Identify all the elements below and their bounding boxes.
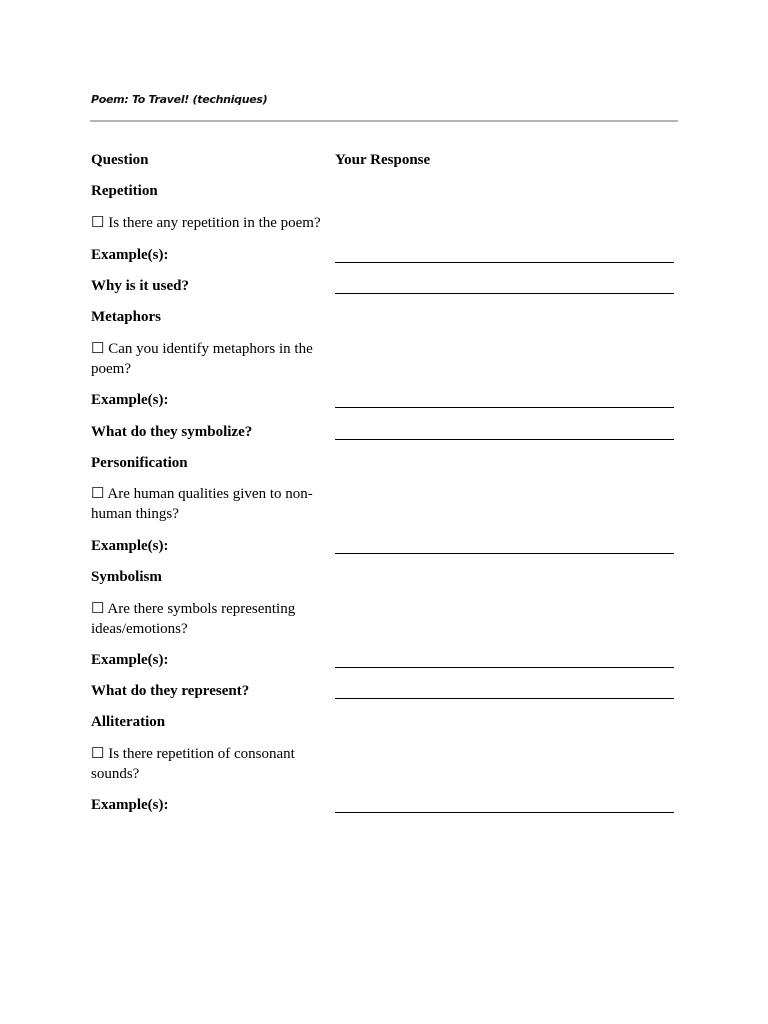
examples-label: Example(s):: [91, 538, 169, 554]
checkbox-question-symbolism[interactable]: ☐ Are there symbols representing ideas/emotions?: [91, 601, 296, 637]
response-line-repetition-examples[interactable]: [335, 262, 674, 263]
section-heading: Alliteration: [91, 714, 166, 730]
section-heading: Symbolism: [91, 569, 162, 585]
examples-label: Example(s):: [91, 797, 169, 813]
response-line-personification-examples[interactable]: [335, 553, 674, 554]
symbolize-label: What do they symbolize?: [91, 424, 253, 440]
section-heading: Personification: [91, 455, 188, 471]
response-line-symbolism-represent[interactable]: [335, 698, 674, 699]
page-header-title: Poem: To Travel! (techniques): [91, 93, 268, 106]
checkbox-question-repetition[interactable]: ☐ Is there any repetition in the poem?: [91, 215, 321, 231]
checkbox-question-personification[interactable]: ☐ Are human qualities given to non-human things?: [91, 486, 313, 522]
response-line-symbolism-examples[interactable]: [335, 667, 674, 668]
checkbox-question-metaphors[interactable]: ☐ Can you identify metaphors in the poem?: [91, 341, 313, 377]
response-line-metaphors-examples[interactable]: [335, 407, 674, 408]
response-line-metaphors-symbolize[interactable]: [335, 439, 674, 440]
checkbox-question-alliteration[interactable]: ☐ Is there repetition of consonant sounds?: [91, 746, 295, 782]
represent-label: What do they represent?: [91, 683, 250, 699]
why-label: Why is it used?: [91, 278, 189, 294]
header-divider: [90, 120, 678, 122]
column-header-response: Your Response: [335, 152, 431, 168]
section-heading: Metaphors: [91, 309, 161, 325]
section-heading: Repetition: [91, 183, 158, 199]
examples-label: Example(s):: [91, 392, 169, 408]
column-header-question: Question: [91, 152, 149, 168]
response-line-alliteration-examples[interactable]: [335, 812, 674, 813]
examples-label: Example(s):: [91, 652, 169, 668]
examples-label: Example(s):: [91, 247, 169, 263]
response-line-repetition-why[interactable]: [335, 293, 674, 294]
